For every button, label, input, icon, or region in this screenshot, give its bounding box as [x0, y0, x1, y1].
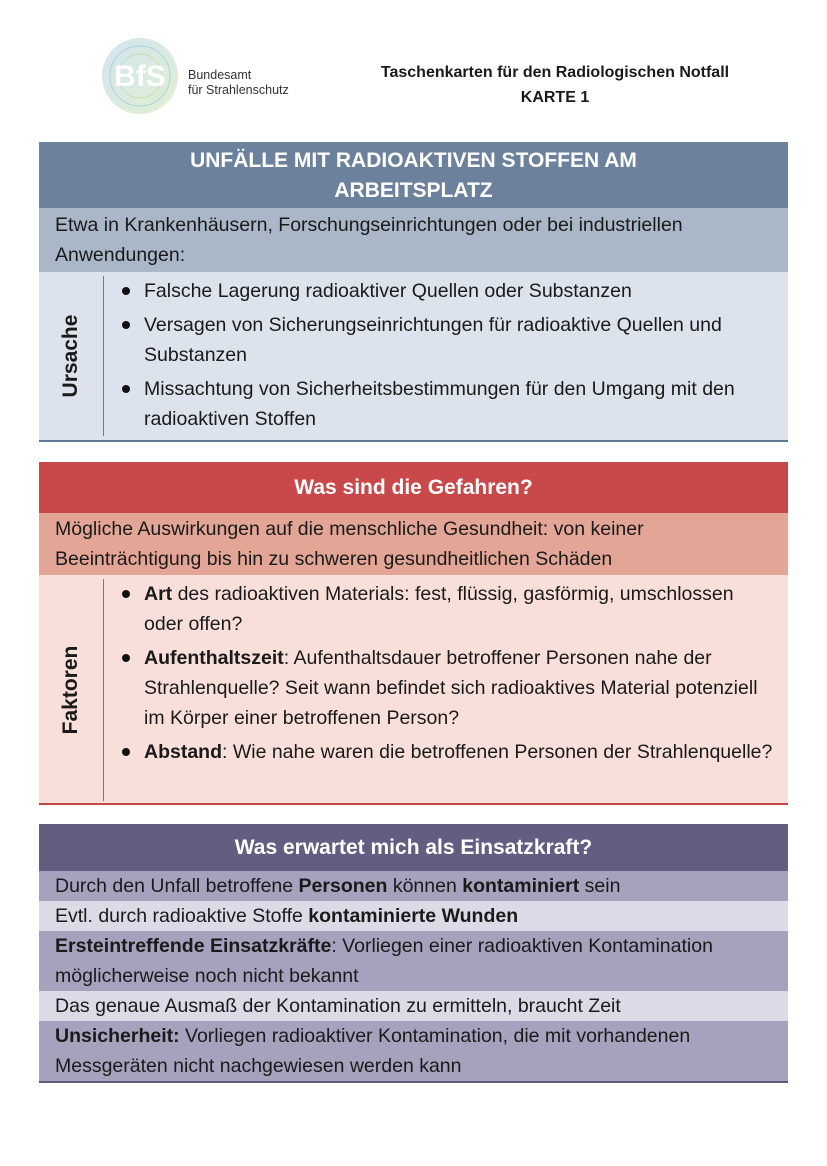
list-item: Missachtung von Sicherheitsbestimmungen für den Umgang mit den radioaktiven Stoffen [144, 374, 774, 434]
list-item: Falsche Lagerung radioaktiver Quellen oder Substanzen [144, 276, 774, 306]
card-dangers [39, 462, 788, 805]
list-item [144, 737, 774, 767]
card-number: KARTE 1 [520, 89, 590, 106]
factor-term: Abstand [144, 741, 222, 763]
factor-text: : Wie nahe waren die betroffenen Personen der Strahlenquelle? [222, 741, 773, 763]
list-item: Versagen von Sicherungseinrichtungen für radioaktive Quellen und Substanzen [144, 310, 774, 370]
expectation-row: Evtl. durch radioaktive Stoffe kontaminierte Wunden [39, 901, 788, 931]
org-name-line2: für Strahlenschutz [188, 83, 289, 97]
document-title-line1: Taschenkarten für den Radiologischen Notfall [380, 64, 730, 81]
card-expectations [39, 824, 788, 1083]
factor-term: Aufenthaltszeit [144, 647, 284, 669]
bfs-logo [100, 38, 310, 98]
expectation-row: Durch den Unfall betroffene Personen können kontaminiert sein [39, 871, 788, 901]
factor-term: Art [144, 583, 173, 605]
factors-list [104, 579, 788, 801]
card-dangers-body [39, 575, 788, 803]
bfs-logo-icon [100, 36, 184, 116]
side-label-cause [39, 276, 104, 436]
card-dangers-title: Was sind die Gefahren? [39, 462, 788, 513]
list-item [144, 643, 774, 733]
side-label-factors [39, 579, 104, 801]
cause-list [104, 276, 788, 436]
card-expectations-title: Was erwartet mich als Einsatzkraft? [39, 824, 788, 871]
expectation-row: Ersteintreffende Einsatzkräfte: Vorliegen einer radioaktiven Kontamination möglicherweise noch nicht bekannt [39, 931, 788, 991]
factor-text: des radioaktiven Materials: fest, flüssig, gasförmig, umschlossen oder offen? [144, 583, 734, 635]
logo-mark: BfS [114, 60, 166, 93]
org-name-line1: Bundesamt [188, 68, 252, 82]
card-accidents-title-line1: UNFÄLLE MIT RADIOAKTIVEN STOFFEN AM [190, 149, 637, 172]
expectation-row: Das genaue Ausmaß der Kontamination zu ermitteln, braucht Zeit [39, 991, 788, 1021]
side-label-cause-text: Ursache [59, 314, 82, 398]
factor-text: : Aufenthaltsdauer betroffener Personen nahe der Strahlenquelle? Seit wann befindet sich radioaktives Material potenziell im Körper einer betroffenen Person? [144, 647, 758, 729]
page-header [0, 0, 827, 130]
card-dangers-intro: Mögliche Auswirkungen auf die menschliche Gesundheit: von keiner Beeinträchtigung bis hin zu schweren gesundheitlichen Schäden [39, 513, 788, 575]
card-accidents [39, 142, 788, 442]
side-label-factors-text: Faktoren [59, 645, 82, 735]
card-accidents-title [39, 142, 788, 208]
list-item [144, 579, 774, 639]
expectation-row: Unsicherheit: Vorliegen radioaktiver Kontamination, die mit vorhandenen Messgeräten nicht nachgewiesen werden kann [39, 1021, 788, 1081]
card-accidents-body [39, 272, 788, 440]
card-accidents-title-line2: ARBEITSPLATZ [334, 179, 493, 202]
card-accidents-intro: Etwa in Krankenhäusern, Forschungseinrichtungen oder bei industriellen Anwendungen: [39, 208, 788, 272]
document-title [340, 60, 770, 110]
